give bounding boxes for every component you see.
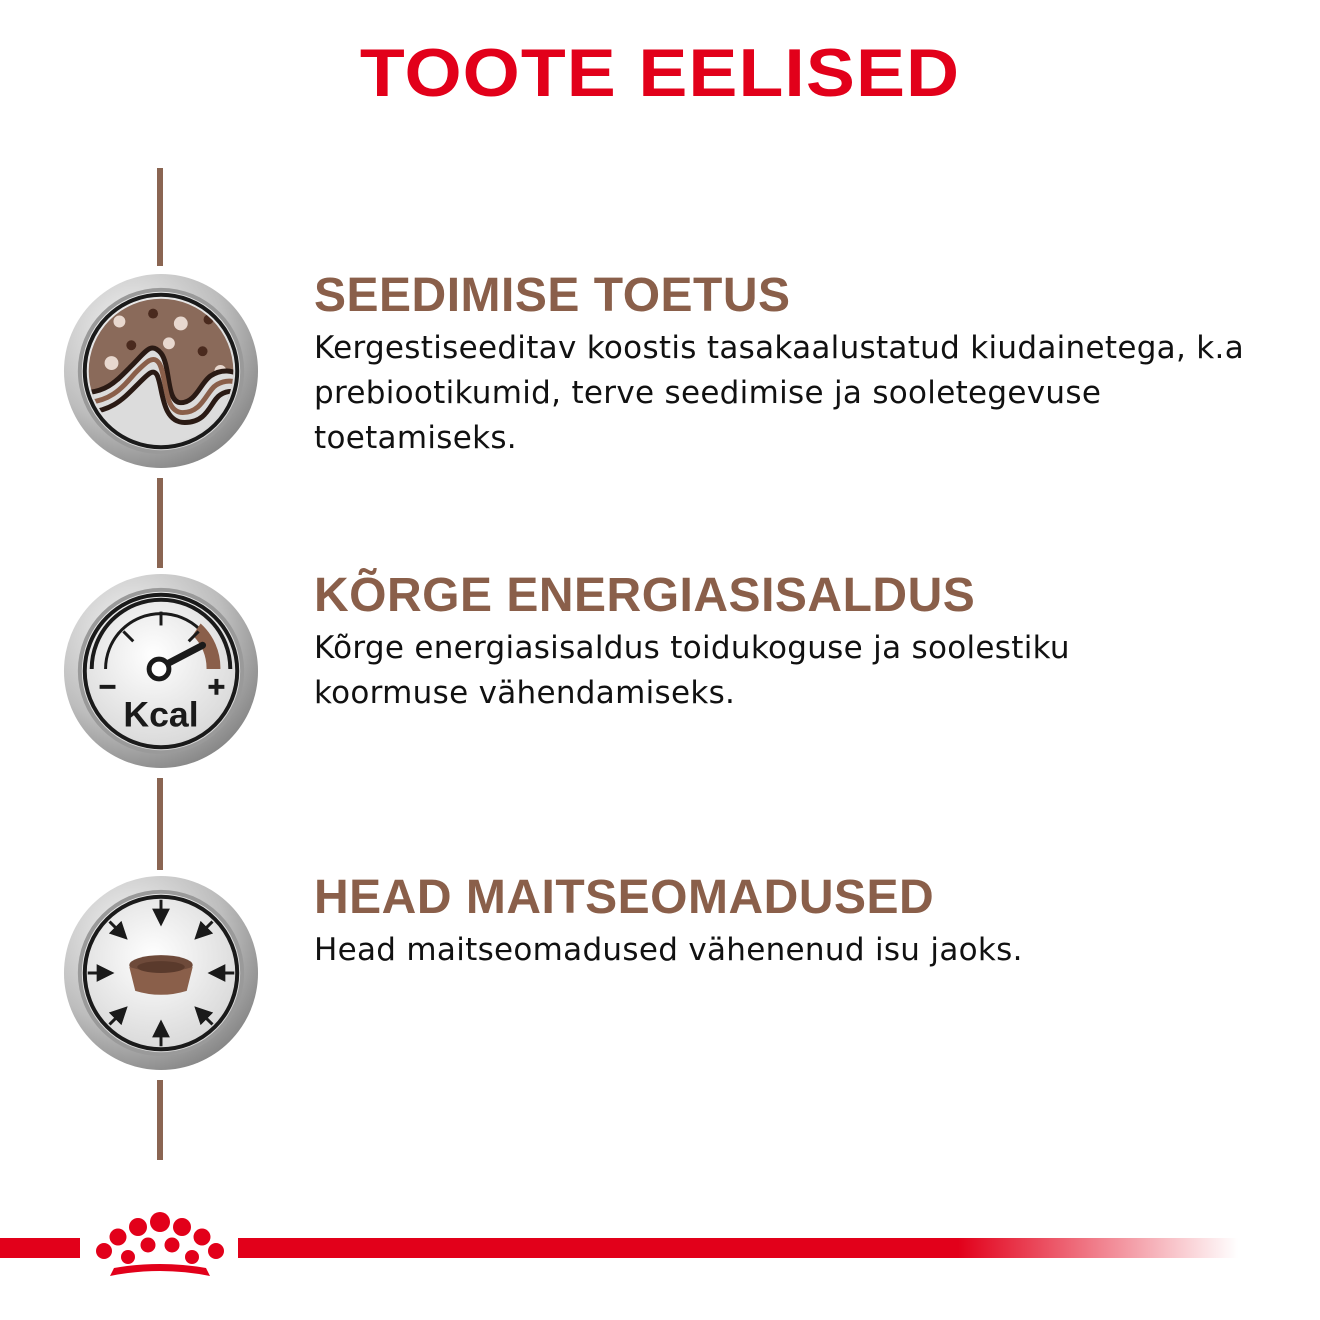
energy-gauge-icon — [62, 572, 260, 770]
benefit-heading: KÕRGE ENERGIASISALDUS — [314, 569, 976, 622]
kcal-label: Kcal — [123, 694, 199, 735]
benefit-palatability — [314, 870, 1274, 973]
benefit-description: Kergestiseeditav koostis tasakaalustatud kiudainetega, k.a prebiootikumid, terve seedimise ja sooletegevuse toetamiseks. — [314, 330, 1244, 456]
benefit-heading: SEEDIMISE TOETUS — [314, 269, 791, 322]
timeline-segment — [157, 1080, 163, 1160]
digestion-icon — [62, 272, 260, 470]
benefit-energy — [314, 568, 1274, 716]
page-title: TOOTE EELISED — [359, 35, 961, 111]
footer-red-line-left — [0, 1238, 80, 1258]
benefit-description: Head maitseomadused vähenenud isu jaoks. — [314, 932, 1023, 968]
benefit-description: Kõrge energiasisaldus toidukoguse ja soolestiku koormuse vähendamiseks. — [314, 630, 1070, 711]
timeline-segment — [157, 168, 163, 266]
timeline-segment — [157, 478, 163, 568]
benefit-heading: HEAD MAITSEOMADUSED — [314, 871, 935, 924]
benefit-digestion — [314, 268, 1274, 461]
royal-crown-logo — [92, 1210, 228, 1286]
timeline-segment — [157, 778, 163, 870]
food-bowl-palatability-icon — [62, 874, 260, 1072]
footer-red-line-right — [238, 1238, 1238, 1258]
